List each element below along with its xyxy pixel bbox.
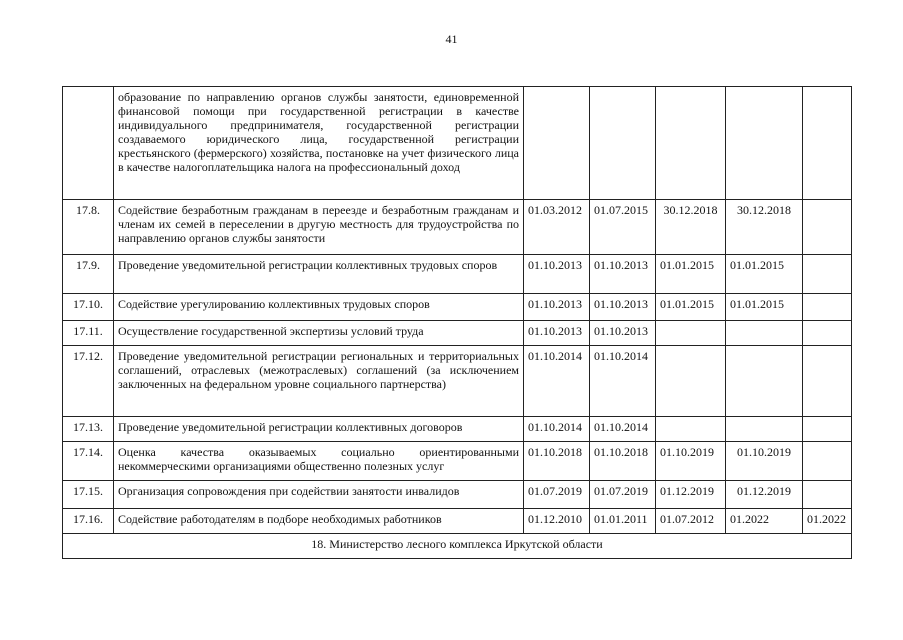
date-cell: 01.10.2014 (590, 417, 656, 442)
date-cell (726, 346, 803, 417)
date-cell: 01.12.2010 (524, 509, 590, 534)
date-cell: 01.01.2015 (656, 255, 726, 294)
date-cell: 01.2022 (803, 509, 852, 534)
date-cell: 01.07.2019 (524, 481, 590, 509)
row-number: 17.11. (63, 321, 114, 346)
service-description: Содействие работодателям в подборе необходимых работников (114, 509, 524, 534)
date-cell: 01.07.2019 (590, 481, 656, 509)
service-description: Проведение уведомительной регистрации региональных и территориальных соглашений, отраслевых (межотраслевых) соглашений (за исключением заключенных на федеральном уровне социального партнерства) (114, 346, 524, 417)
table-row (63, 509, 852, 534)
date-cell: 01.10.2018 (524, 442, 590, 481)
service-description: Организация сопровождения при содействии занятости инвалидов (114, 481, 524, 509)
date-cell: 01.10.2013 (524, 255, 590, 294)
table-row (63, 321, 852, 346)
table-row (63, 294, 852, 321)
service-description: Содействие урегулированию коллективных трудовых споров (114, 294, 524, 321)
date-cell: 01.10.2019 (726, 442, 803, 481)
date-cell (803, 346, 852, 417)
table-row (63, 87, 852, 200)
date-cell (803, 200, 852, 255)
services-table (62, 86, 852, 559)
service-description: Осуществление государственной экспертизы условий труда (114, 321, 524, 346)
row-number: 17.10. (63, 294, 114, 321)
date-cell: 01.10.2013 (524, 294, 590, 321)
date-cell: 01.10.2013 (590, 255, 656, 294)
service-description: образование по направлению органов службы занятости, единовременной финансовой помощи при государственной регистрации в качестве индивидуального предпринимателя, государственной регистрации создаваемого юридического лица, государственной регистрации крестьянского (фермерского) хозяйства, постановке на учет физического лица в качестве налогоплательщика налога на профессиональный доход (114, 87, 524, 200)
row-number: 17.15. (63, 481, 114, 509)
date-cell (524, 87, 590, 200)
date-cell: 01.12.2019 (726, 481, 803, 509)
date-cell (726, 417, 803, 442)
section-heading-row (63, 534, 852, 559)
row-number: 17.13. (63, 417, 114, 442)
date-cell (803, 294, 852, 321)
row-number: 17.14. (63, 442, 114, 481)
date-cell (656, 321, 726, 346)
date-cell: 01.10.2014 (590, 346, 656, 417)
date-cell (803, 481, 852, 509)
service-description: Проведение уведомительной регистрации коллективных трудовых споров (114, 255, 524, 294)
date-cell: 01.12.2019 (656, 481, 726, 509)
date-cell: 01.10.2018 (590, 442, 656, 481)
row-number (63, 87, 114, 200)
date-cell (803, 321, 852, 346)
date-cell: 01.10.2013 (524, 321, 590, 346)
page-number: 41 (445, 32, 458, 46)
date-cell (803, 417, 852, 442)
date-cell (726, 321, 803, 346)
row-number: 17.9. (63, 255, 114, 294)
service-description: Проведение уведомительной регистрации коллективных договоров (114, 417, 524, 442)
date-cell (656, 87, 726, 200)
date-cell: 01.10.2013 (590, 321, 656, 346)
date-cell: 01.10.2014 (524, 417, 590, 442)
date-cell: 01.01.2011 (590, 509, 656, 534)
date-cell: 30.12.2018 (656, 200, 726, 255)
table-row (63, 346, 852, 417)
date-cell: 01.01.2015 (656, 294, 726, 321)
date-cell (726, 87, 803, 200)
table-row (63, 255, 852, 294)
date-cell: 01.2022 (726, 509, 803, 534)
date-cell (656, 346, 726, 417)
table-row (63, 442, 852, 481)
service-description: Оценка качества оказываемых социально ориентированными некоммерческими организациями общественно полезных услуг (114, 442, 524, 481)
row-number: 17.8. (63, 200, 114, 255)
date-cell (803, 255, 852, 294)
table-row (63, 417, 852, 442)
date-cell (803, 87, 852, 200)
row-number: 17.12. (63, 346, 114, 417)
date-cell: 01.10.2013 (590, 294, 656, 321)
date-cell (656, 417, 726, 442)
service-description: Содействие безработным гражданам в переезде и безработным гражданам и членам их семей в переселении в другую местность для трудоустройства по направлению органов службы занятости (114, 200, 524, 255)
date-cell (803, 442, 852, 481)
date-cell: 01.10.2019 (656, 442, 726, 481)
date-cell: 01.10.2014 (524, 346, 590, 417)
section-heading: 18. Министерство лесного комплекса Иркутской области (63, 534, 852, 559)
date-cell: 30.12.2018 (726, 200, 803, 255)
table-row (63, 481, 852, 509)
date-cell (590, 87, 656, 200)
date-cell: 01.07.2012 (656, 509, 726, 534)
row-number: 17.16. (63, 509, 114, 534)
date-cell: 01.03.2012 (524, 200, 590, 255)
date-cell: 01.01.2015 (726, 255, 803, 294)
date-cell: 01.01.2015 (726, 294, 803, 321)
table-row (63, 200, 852, 255)
date-cell: 01.07.2015 (590, 200, 656, 255)
